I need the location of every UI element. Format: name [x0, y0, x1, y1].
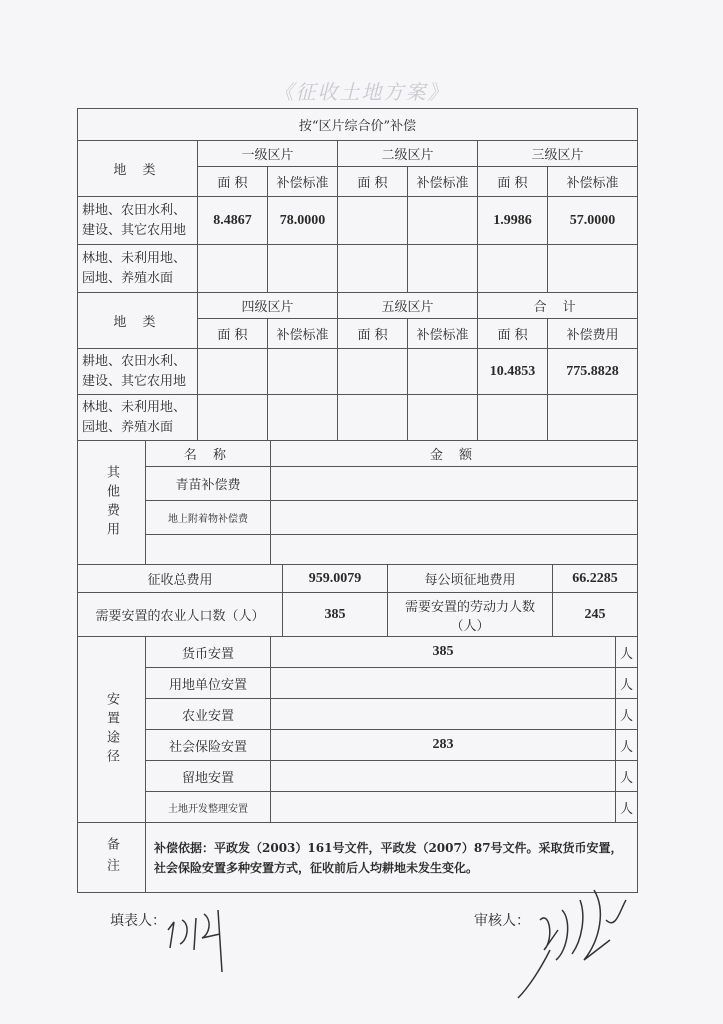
cell-value: 1.9986: [478, 197, 548, 245]
cell-empty: [338, 395, 408, 441]
zone-1-header: 一级区片: [198, 141, 338, 167]
cell-empty: [408, 349, 478, 395]
resettlement-method: 留地安置: [146, 761, 271, 792]
area-header: 面 积: [338, 319, 408, 349]
other-fees-label: 其他费用: [78, 441, 146, 565]
zone-5-header: 五级区片: [338, 293, 478, 319]
fee-name-header: 名 称: [146, 441, 271, 467]
resettlement-method: 社会保险安置: [146, 730, 271, 761]
land-type-header: 地 类: [78, 293, 198, 349]
filler-label: 填表人：: [110, 913, 166, 929]
total-header: 合 计: [478, 293, 638, 319]
resettlement-unit: 人: [616, 761, 638, 792]
cell-empty: [146, 535, 271, 565]
fee-amount-header: 金 额: [271, 441, 638, 467]
area-header: 面 积: [338, 167, 408, 197]
remarks-text: 补偿依据：平政发（2003）161号文件，平政发（2007）87号文件。采取货币安置，社会保险安置多种安置方式，征收前后人均耕地未发生变化。: [146, 823, 638, 893]
cell-empty: [271, 535, 638, 565]
row-label-forest: 林地、未利用地、园地、养殖水面: [78, 245, 198, 293]
total-cost-value: 959.0079: [283, 565, 388, 593]
cell-value: 57.0000: [548, 197, 638, 245]
resettlement-table: [77, 636, 638, 823]
cell-empty: [268, 245, 338, 293]
cell-empty: [271, 467, 638, 501]
per-hectare-value: 66.2285: [553, 565, 638, 593]
standard-header: 补偿标准: [268, 167, 338, 197]
standard-header: 补偿标准: [408, 167, 478, 197]
standard-header: 补偿标准: [268, 319, 338, 349]
zone-table-1: [77, 108, 638, 293]
per-hectare-label: 每公顷征地费用: [388, 565, 553, 593]
land-type-header: 地 类: [78, 141, 198, 197]
area-header: 面 积: [478, 167, 548, 197]
row-label-farmland: 耕地、农田水利、建设、其它农用地: [78, 349, 198, 395]
reviewer-signature: [510, 880, 640, 1010]
resettlement-unit: 人: [616, 668, 638, 699]
area-header: 面 积: [198, 319, 268, 349]
cell-empty: [338, 349, 408, 395]
filler-signature: [160, 900, 250, 980]
fee-attachments: 地上附着物补偿费: [146, 501, 271, 535]
compensation-form: [77, 108, 637, 893]
resettlement-method: 土地开发整理安置: [146, 792, 271, 823]
cell-value: 775.8828: [548, 349, 638, 395]
area-header: 面 积: [478, 319, 548, 349]
resettlement-unit: 人: [616, 637, 638, 668]
row-label-farmland: 耕地、农田水利、建设、其它农用地: [78, 197, 198, 245]
cell-empty: [271, 501, 638, 535]
resettlement-count: [271, 761, 616, 792]
cost-header: 补偿费用: [548, 319, 638, 349]
cell-value: 78.0000: [268, 197, 338, 245]
cell-empty: [548, 395, 638, 441]
cell-empty: [338, 245, 408, 293]
table-header: 按“区片综合价”补偿: [78, 109, 638, 141]
cell-empty: [338, 197, 408, 245]
document-title: 《征收土地方案》: [273, 80, 450, 104]
reviewer-label: 审核人：: [474, 913, 530, 929]
cell-empty: [408, 395, 478, 441]
zone-3-header: 三级区片: [478, 141, 638, 167]
resettlement-count: [271, 668, 616, 699]
resettlement-unit: 人: [616, 792, 638, 823]
cell-empty: [478, 245, 548, 293]
cell-empty: [198, 349, 268, 395]
standard-header: 补偿标准: [408, 319, 478, 349]
labor-count-value: 245: [553, 593, 638, 637]
total-cost-label: 征收总费用: [78, 565, 283, 593]
cell-empty: [268, 349, 338, 395]
row-label-forest: 林地、未利用地、园地、养殖水面: [78, 395, 198, 441]
remarks-label: 备注: [78, 823, 146, 893]
labor-count-label: 需要安置的劳动力人数（人）: [388, 593, 553, 637]
other-fees-table: [77, 440, 638, 565]
cell-empty: [198, 395, 268, 441]
farm-population-value: 385: [283, 593, 388, 637]
resettlement-count: [271, 699, 616, 730]
resettlement-method: 农业安置: [146, 699, 271, 730]
resettlement-count: 283: [271, 730, 616, 761]
farm-population-label: 需要安置的农业人口数（人）: [78, 593, 283, 637]
cell-empty: [548, 245, 638, 293]
fee-seedling: 青苗补偿费: [146, 467, 271, 501]
resettlement-count: [271, 792, 616, 823]
totals-table: [77, 564, 638, 637]
cell-empty: [408, 197, 478, 245]
area-header: 面 积: [198, 167, 268, 197]
zone-2-header: 二级区片: [338, 141, 478, 167]
resettlement-unit: 人: [616, 730, 638, 761]
cell-empty: [198, 245, 268, 293]
resettlement-method: 用地单位安置: [146, 668, 271, 699]
cell-empty: [408, 245, 478, 293]
resettlement-unit: 人: [616, 699, 638, 730]
resettlement-method: 货币安置: [146, 637, 271, 668]
cell-empty: [268, 395, 338, 441]
cell-value: 8.4867: [198, 197, 268, 245]
cell-value: 10.4853: [478, 349, 548, 395]
resettlement-count: 385: [271, 637, 616, 668]
standard-header: 补偿标准: [548, 167, 638, 197]
zone-4-header: 四级区片: [198, 293, 338, 319]
resettlement-label: 安置途径: [78, 637, 146, 823]
zone-table-2: [77, 292, 638, 441]
cell-empty: [478, 395, 548, 441]
